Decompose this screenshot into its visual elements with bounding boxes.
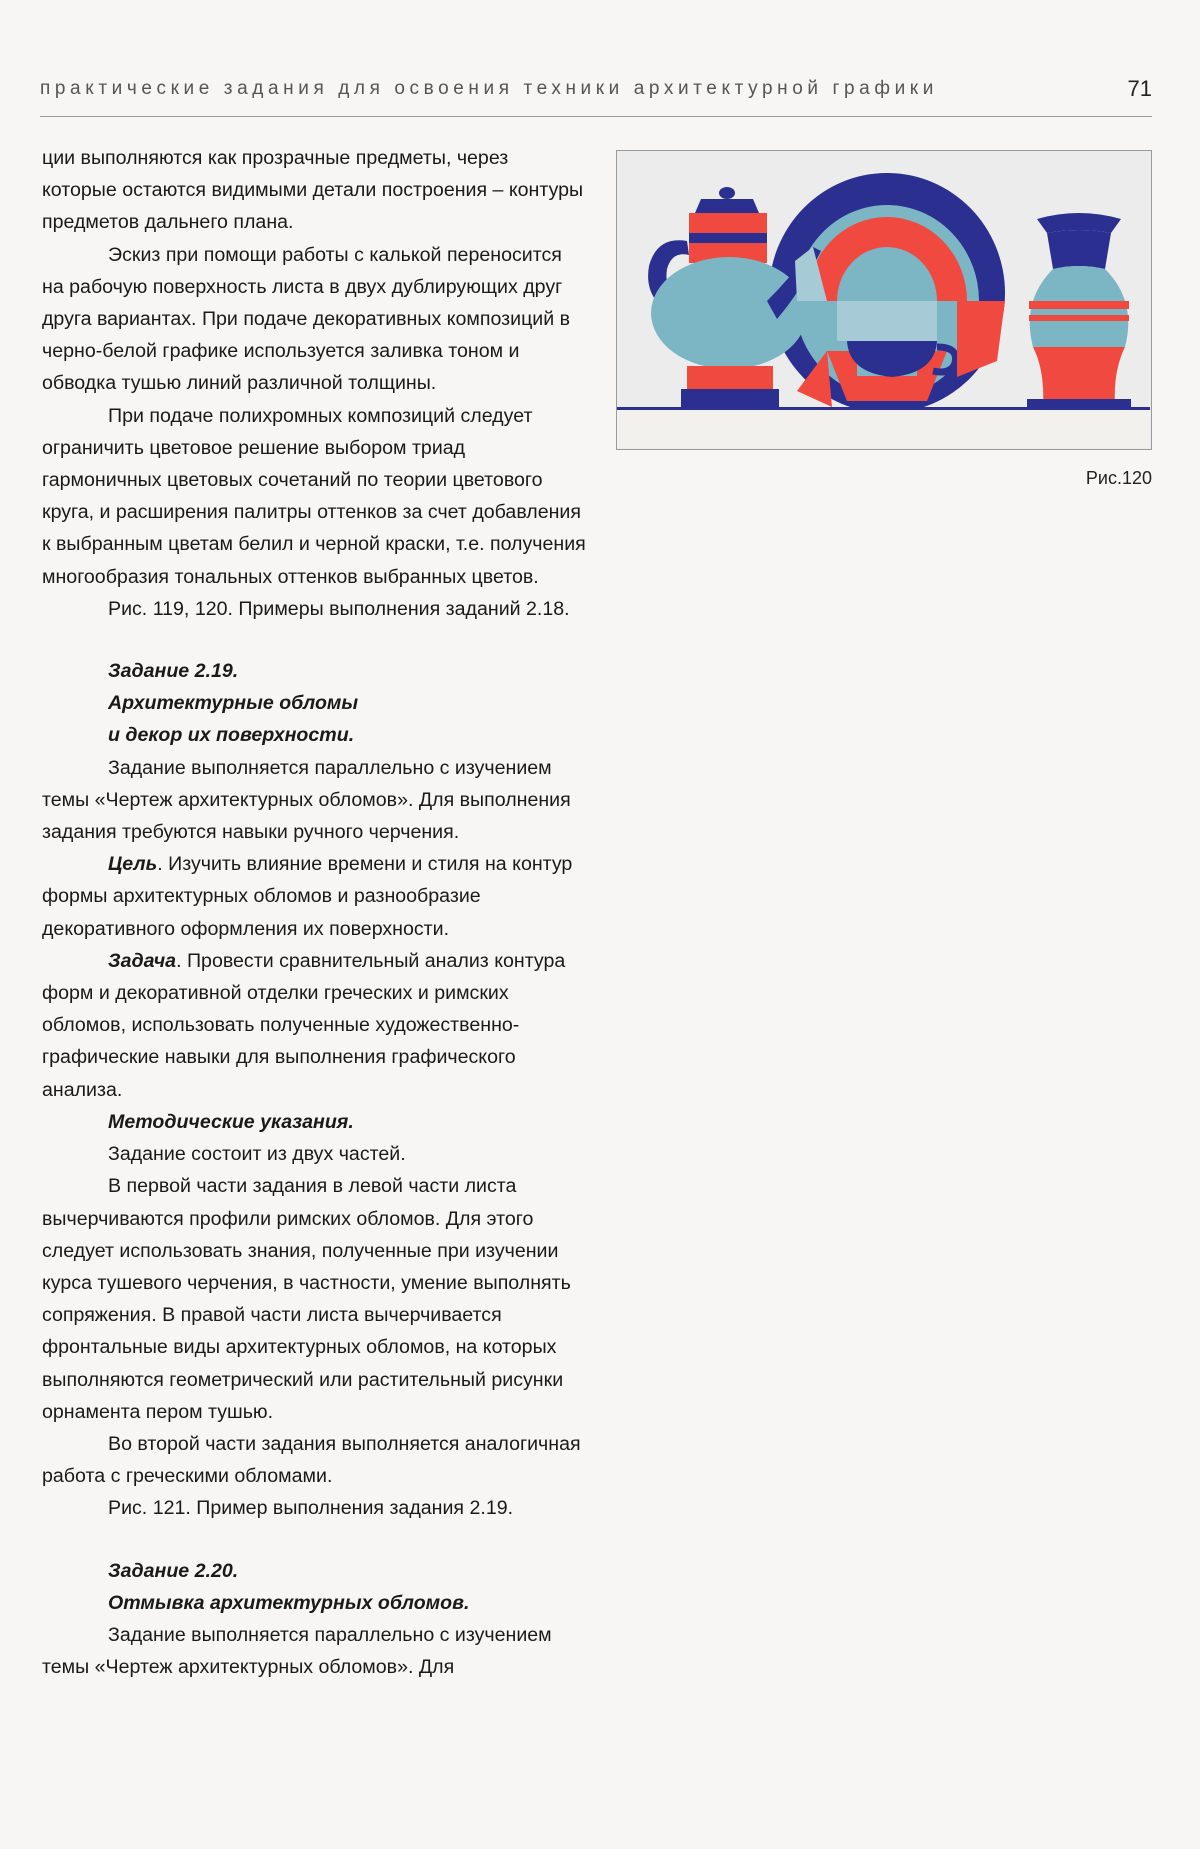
page-number: 71 [1127,76,1152,101]
paragraph: Задание выполняется параллельно с изучением темы «Чертеж архитектурных обломов». Для [42,1623,552,1679]
section-heading-2-19: Задание 2.19. [108,660,239,683]
section-heading-2-19-title-cont: и декор их поверхности. [108,724,355,747]
paragraph: ции выполняются как прозрачные предметы, через которые остаются видимыми детали построения – контуры предметов дальнего плана. [42,147,584,234]
still-life-illustration [617,151,1150,448]
text-column [42,142,588,1683]
task-paragraph [42,945,588,1106]
method-heading: Методические указания. [108,1110,354,1133]
paragraph: Во второй части задания выполняется аналогичная работа с греческими обломами. [42,1432,581,1488]
paragraph: Задание выполняется параллельно с изучением темы «Чертеж архитектурных обломов». Для выполнения задания требуются навыки ручного черчения. [42,756,571,844]
goal-paragraph [42,848,588,945]
task-label: Задача [108,949,177,972]
section-heading-2-20-title: Отмывка архитектурных обломов. [108,1591,470,1614]
section-heading-2-19-title: Архитектурные обломы [108,692,359,715]
figure-caption: Рис.120 [1085,468,1152,488]
paragraph: При подаче полихромных композиций следует ограничить цветовое решение выбором триад гармоничных цветовых сочетаний по теории цветового круга, и расширения палитры оттенков за счет добавления к выбранным цветам белил и черной краски, т.е. получения многообразия тональных оттенков выбранных цветов. [42,404,586,588]
header-title: практические задания для освоения техники архитектурной графики [40,78,938,99]
section-heading-2-20: Задание 2.20. [108,1559,239,1582]
figure-reference: Рис. 121. Пример выполнения задания 2.19. [108,1497,514,1520]
goal-text: . Изучить влияние времени и стиля на контур формы архитектурных обломов и разнообразие декоративного оформления их поверхности. [42,853,573,940]
paragraph: Эскиз при помощи работы с калькой переносится на рабочую поверхность листа в двух дублирующих друг друга вариантах. При подаче декоративных композиций в черно-белой графике используется заливка тоном и обводка тушью линий различной толщины. [42,243,571,395]
figure-reference: Рис. 119, 120. Примеры выполнения заданий 2.18. [108,597,570,620]
running-header [40,76,1152,117]
figure-120 [616,150,1152,450]
goal-label: Цель [108,853,158,876]
paragraph: Задание состоит из двух частей. [108,1143,406,1166]
paragraph: В первой части задания в левой части листа вычерчиваются профили римских обломов. Для этого следует использовать знания, полученные при изучении курса тушевого черчения, в частности, умение выполнять сопряжения. В правой части листа вычерчивается фронтальные виды архитектурных обломов, на которых выполняются геометрический или растительный рисунки орнамента пером тушью. [42,1175,571,1423]
task-text: . Провести сравнительный анализ контура форм и декоративной отделки греческих и римских обломов, использовать полученные художественно-графические навыки для выполнения графического анализа. [42,949,566,1101]
